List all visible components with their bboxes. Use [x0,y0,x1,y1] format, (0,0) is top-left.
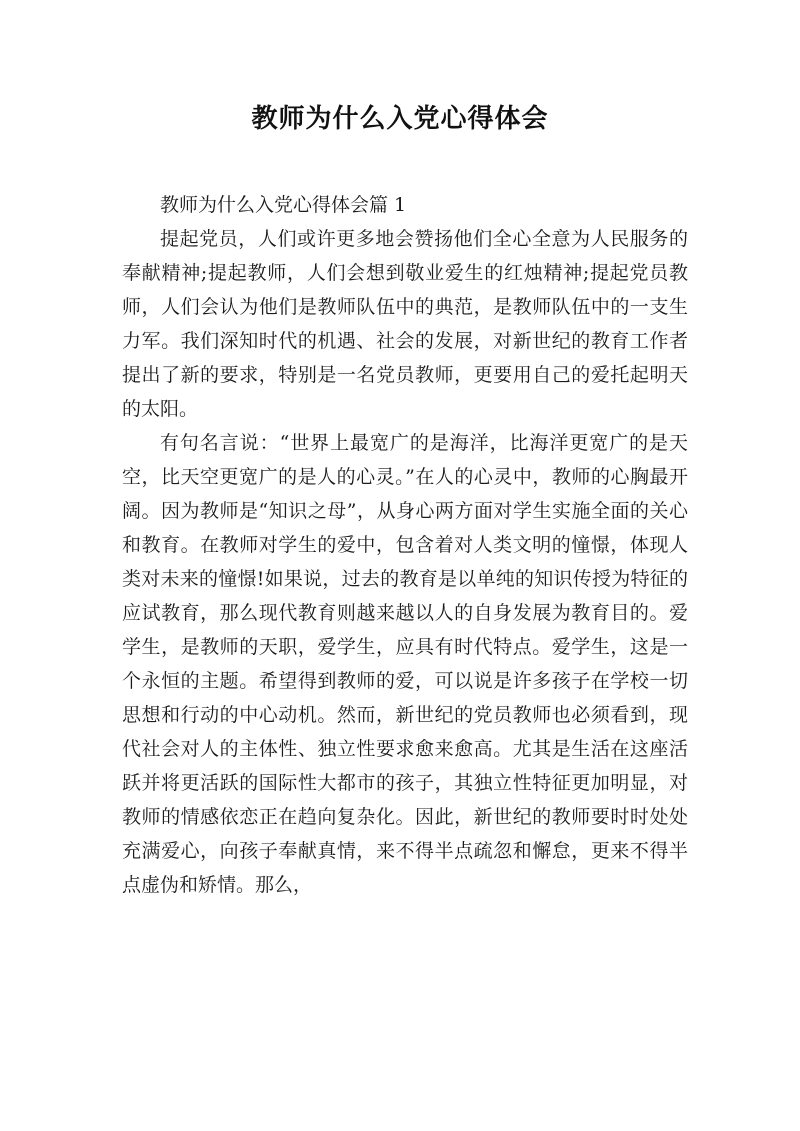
section-subtitle: 教师为什么入党心得体会篇 1 [160,194,407,216]
paragraph-2: 有句名言说：“世界上最宽广的是海洋，比海洋更宽广的是天空，比天空更宽广的是人的心灵。”在人的心灵中，教师的心胸最开阔。因为教师是“知识之母”，从身心两方面对学生实施全面的关心和教育。在教师对学生的爱中，包含着对人类文明的憧憬，体现人类对未来的憧憬!如果说，过去的教育是以单纯的知识传授为特征的应试教育，那么现代教育则越来越以人的自身发展为教育目的。爱学生，是教师的天职，爱学生，应具有时代特点。爱学生，这是一个永恒的主题。希望得到教师的爱，可以说是许多孩子在学校一切思想和行动的中心动机。然而，新世纪的党员教师也必须看到，现代社会对人的主体性、独立性要求愈来愈高。尤其是生活在这座活跃并将更活跃的国际性大都市的孩子，其独立性特征更加明显，对教师的情感依恋正在趋向复杂化。因此，新世纪的教师要时时处处充满爱心，向孩子奉献真情，来不得半点疏忽和懈怠，更来不得半点虚伪和矫情。那么， [122,432,688,896]
document-title: 教师为什么入党心得体会 [251,104,549,134]
paragraph-1: 提起党员，人们或许更多地会赞扬他们全心全意为人民服务的奉献精神;提起教师，人们会想到敬业爱生的红烛精神;提起党员教师，人们会认为他们是教师队伍中的典范，是教师队伍中的一支生力军。我们深知时代的机遇、社会的发展，对新世纪的教育工作者提出了新的要求，特别是一名党员教师，更要用自己的爱托起明天的太阳。 [122,228,688,420]
document-body [122,188,688,902]
